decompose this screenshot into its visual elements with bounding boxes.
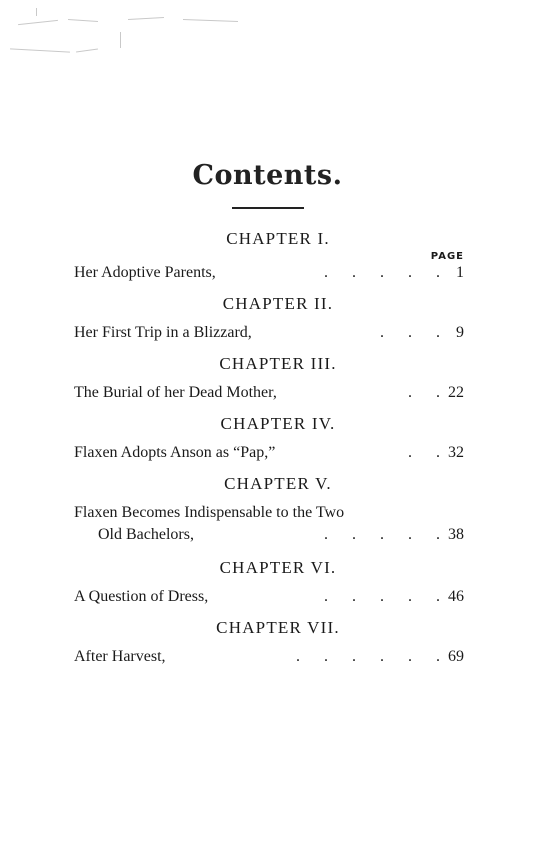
entry-page-number: 32 [448,444,464,461]
page-title: Contents. [192,160,343,191]
toc-entry [74,383,464,403]
faint-handwriting-marks [8,8,308,78]
toc-entry [74,503,464,547]
entry-title: Her First Trip in a Blizzard, [74,324,252,341]
entry-page-number: 22 [448,384,464,401]
table-of-contents [74,228,464,677]
entry-title: Her Adoptive Parents, [74,264,216,281]
entry-page-number: 1 [456,264,464,281]
entry-title: After Harvest, [74,648,166,665]
chapter-heading: CHAPTER IV. [220,414,336,433]
chapter-heading: CHAPTER VII. [216,618,340,637]
toc-entry [74,587,464,607]
entry-title: A Question of Dress, [74,588,209,605]
entry-title: Flaxen Adopts Anson as “Pap,” [74,444,276,461]
leader-dots: . . . [380,324,440,341]
leader-dots: . . . . . [324,526,440,543]
entry-title-line-1: Flaxen Becomes Indispensable to the Two [74,504,345,521]
leader-dots: . . [408,384,440,401]
toc-entry [74,443,464,463]
toc-entry [74,263,464,283]
entry-title-line-2: Old Bachelors, [98,526,194,543]
chapter-heading: CHAPTER II. [222,294,334,313]
chapter-heading: CHAPTER VI. [219,558,337,577]
chapter-heading: CHAPTER I. [226,229,330,248]
chapter-heading: CHAPTER V. [224,474,332,493]
page-column-heading: PAGE [430,251,464,262]
toc-entry [74,323,464,343]
leader-dots: . . . . . . [296,648,440,665]
entry-title: The Burial of her Dead Mother, [74,384,277,401]
leader-dots: . . . . . [324,588,440,605]
chapter-heading: CHAPTER III. [219,354,337,373]
entry-page-number: 38 [448,526,464,543]
entry-page-number: 46 [448,588,464,605]
title-underline-rule [232,207,304,209]
entry-page-number: 9 [456,324,464,341]
entry-page-number: 69 [448,648,464,665]
leader-dots: . . [408,444,440,461]
toc-entry [74,647,464,667]
leader-dots: . . . . . [324,264,440,281]
